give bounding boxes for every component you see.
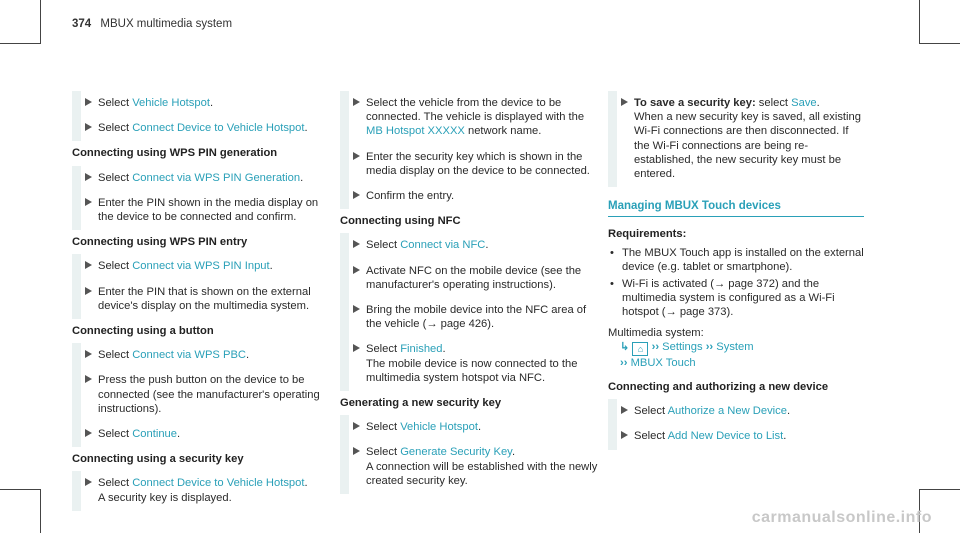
list-item: Select Vehicle Hotspot. <box>340 420 598 434</box>
double-chevron-icon: ›› <box>620 356 628 369</box>
step-arrow-icon <box>85 429 92 437</box>
section-title: Managing MBUX Touch devices <box>608 199 864 217</box>
double-chevron-icon: ›› <box>651 340 660 353</box>
crop-mark <box>919 0 920 44</box>
page-number: 374 <box>72 18 92 30</box>
menu-link[interactable]: Vehicle Hotspot <box>400 421 478 434</box>
menu-link[interactable]: Add New Device to List <box>667 430 784 443</box>
subheading: Connecting using WPS PIN generation <box>72 147 278 160</box>
list-item: Select Connect via NFC. <box>340 238 598 252</box>
list-item: Select Continue. <box>72 427 330 441</box>
home-icon[interactable]: ⌂ <box>632 342 648 356</box>
subheading: Connecting using a button <box>72 325 214 338</box>
step-arrow-icon <box>353 191 360 199</box>
menu-link-system[interactable]: System <box>716 340 754 353</box>
double-chevron-icon: ›› <box>705 340 714 353</box>
step-arrow-icon <box>353 266 360 274</box>
list-item: Select Connect Device to Vehicle Hotspot. A security key is displayed. <box>72 476 330 504</box>
step-arrow-icon <box>85 198 92 206</box>
step-arrow-icon <box>353 305 360 313</box>
step-arrow-icon <box>85 173 92 181</box>
column-1 <box>72 96 330 516</box>
list-item: Select Finished. The mobile device is now connected to the multimedia system hotspot via NFC. <box>340 342 598 385</box>
crop-mark <box>0 489 41 490</box>
step-arrow-icon <box>85 375 92 383</box>
step-arrow-icon <box>85 350 92 358</box>
step-arrow-icon <box>85 287 92 295</box>
crop-mark <box>0 43 41 44</box>
list-item: Select Connect via WPS PBC. <box>72 348 330 362</box>
menu-link[interactable]: Connect Device to Vehicle Hotspot <box>132 477 305 490</box>
subheading: Generating a new security key <box>340 397 502 410</box>
menu-link[interactable]: Connect via WPS PIN Generation <box>132 171 301 184</box>
list-item: Select the vehicle from the device to be connected. The vehicle is displayed with the MB Hotspot XXXXX network name. <box>340 96 598 139</box>
menu-link[interactable]: Connect via WPS PBC <box>132 349 246 362</box>
menu-link[interactable]: Continue <box>132 428 177 441</box>
step-arrow-icon <box>85 261 92 269</box>
subheading: Connecting using a security key <box>72 453 244 466</box>
requirement-item: • The MBUX Touch app is installed on the external device (e.g. tablet or smartphone). <box>608 246 866 274</box>
step-arrow-icon <box>85 98 92 106</box>
list-item: Confirm the entry. <box>340 189 598 203</box>
return-arrow-icon: ↳ <box>620 340 630 353</box>
step-arrow-icon <box>353 344 360 352</box>
requirement-item: • Wi-Fi is activated (→ page 372) and the multimedia system is configured as a Wi-Fi hotspot (→ page 373). <box>608 277 866 320</box>
menu-link[interactable]: Connect via NFC <box>400 239 486 252</box>
subheading: Connecting using WPS PIN entry <box>72 236 248 249</box>
list-item: Enter the PIN shown in the media display on the device to be connected and confirm. <box>72 196 330 224</box>
list-item: Enter the PIN that is shown on the external device's display on the multimedia system. <box>72 285 330 313</box>
list-item: Bring the mobile device into the NFC area of the vehicle (→ page 426). <box>340 303 598 331</box>
column-2 <box>340 96 598 499</box>
menu-link[interactable]: Generate Security Key <box>400 446 512 459</box>
list-item: Select Authorize a New Device. <box>608 404 866 418</box>
crop-mark <box>919 43 960 44</box>
list-item: Select Add New Device to List. <box>608 429 866 443</box>
menu-link[interactable]: Connect via WPS PIN Input <box>132 260 270 273</box>
step-arrow-icon <box>621 406 628 414</box>
network-name: MB Hotspot XXXXX <box>366 125 465 138</box>
menu-link[interactable]: Authorize a New Device <box>667 405 787 418</box>
menu-link-mbux-touch[interactable]: MBUX Touch <box>630 356 696 369</box>
menu-link-settings[interactable]: Settings <box>662 340 703 353</box>
list-item: Select Connect Device to Vehicle Hotspot. <box>72 121 330 135</box>
menu-link[interactable]: Connect Device to Vehicle Hotspot <box>132 122 305 135</box>
subheading: Connecting using NFC <box>340 215 461 228</box>
step-arrow-icon <box>85 123 92 131</box>
column-3 <box>608 96 866 455</box>
list-item: Select Connect via WPS PIN Generation. <box>72 171 330 185</box>
step-arrow-icon <box>353 152 360 160</box>
crop-mark <box>40 0 41 44</box>
list-item: Activate NFC on the mobile device (see the manufacturer's operating instructions). <box>340 264 598 292</box>
page-title: MBUX multimedia system <box>100 18 233 30</box>
subheading: Connecting and authorizing a new device <box>608 381 829 394</box>
watermark: carmanualsonline.info <box>751 509 932 526</box>
list-item: Enter the security key which is shown in the media display on the device to be connected. <box>340 150 598 178</box>
list-item: To save a security key: select Save. When a new security key is saved, all existing Wi-Fi connections are then disconnected. If the Wi-Fi connections are being re-established, the new security key must be entered. <box>608 96 866 181</box>
page-header <box>72 18 232 30</box>
step-arrow-icon <box>353 240 360 248</box>
step-arrow-icon <box>353 98 360 106</box>
multimedia-label: Multimedia system: <box>608 326 704 339</box>
list-item: Select Generate Security Key. A connection will be established with the newly created security key. <box>340 445 598 488</box>
menu-link[interactable]: Vehicle Hotspot <box>132 97 210 109</box>
step-arrow-icon <box>353 422 360 430</box>
menu-link[interactable]: Save <box>791 97 817 109</box>
step-arrow-icon <box>85 478 92 486</box>
step-arrow-icon <box>353 447 360 455</box>
menu-path <box>620 340 866 370</box>
list-item: Select Vehicle Hotspot. <box>72 96 330 110</box>
step-arrow-icon <box>621 431 628 439</box>
list-item: Select Connect via WPS PIN Input. <box>72 259 330 273</box>
requirements-label: Requirements: <box>608 228 687 241</box>
crop-mark <box>919 489 960 490</box>
menu-link[interactable]: Finished <box>400 343 443 356</box>
list-item: Press the push button on the device to be connected (see the manufacturer's operating instructions). <box>72 373 330 416</box>
step-arrow-icon <box>621 98 628 106</box>
crop-mark <box>40 489 41 533</box>
